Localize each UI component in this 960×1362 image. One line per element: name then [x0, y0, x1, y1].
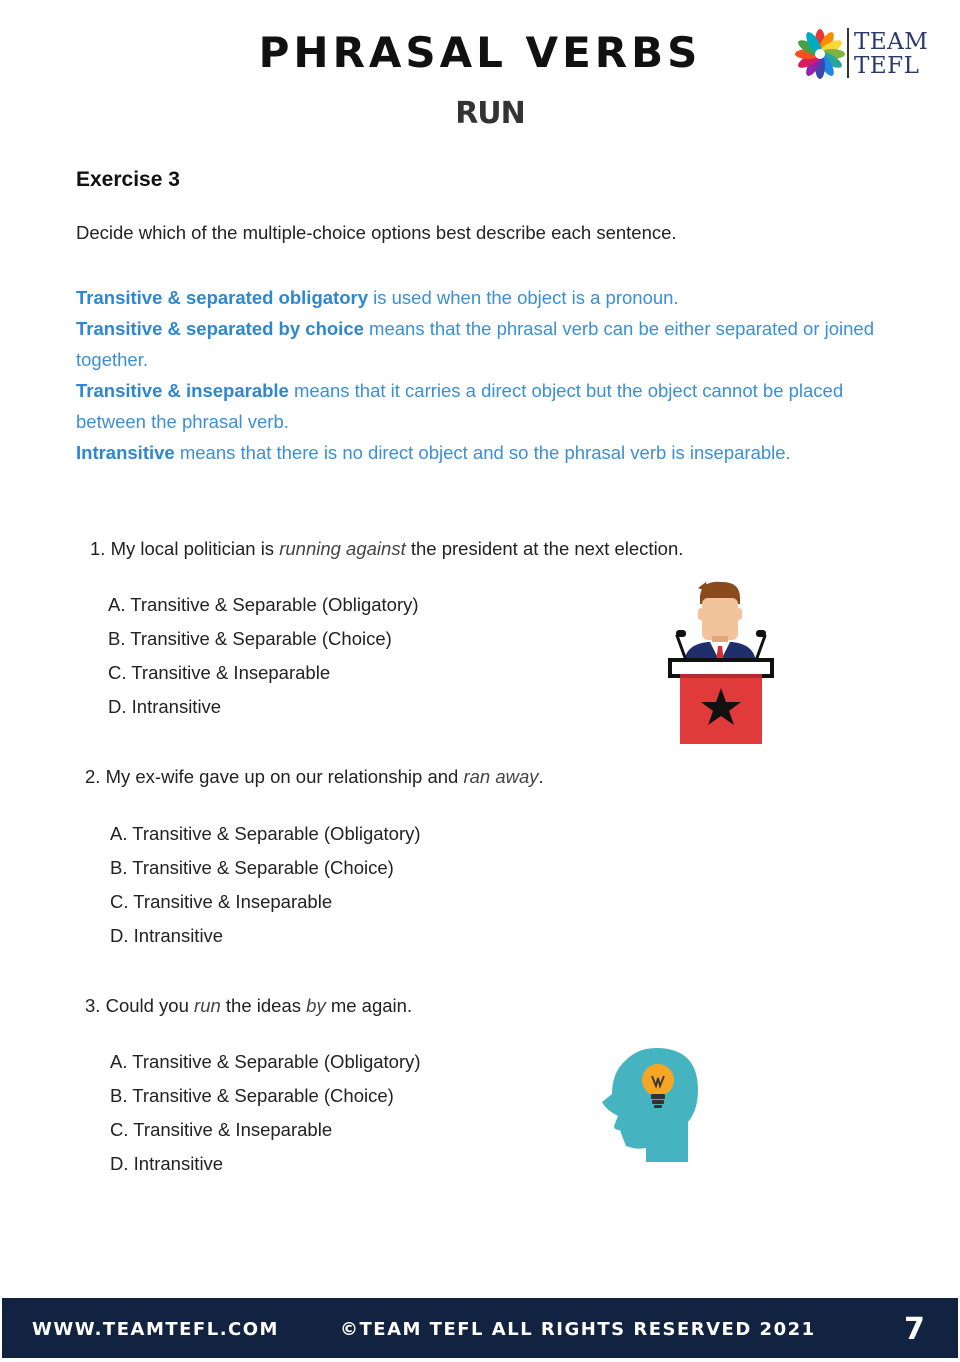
question-text: .	[538, 766, 544, 787]
option-a[interactable]: A. Transitive & Separable (Obligatory)	[110, 823, 421, 844]
option-d[interactable]: D. Intransitive	[108, 696, 222, 717]
question-number: 3.	[85, 995, 101, 1016]
definition-text: means that it carries a direct object but the object cannot be placed between the phrasal verb.	[76, 380, 844, 432]
option-a[interactable]: A. Transitive & Separable (Obligatory)	[110, 1051, 421, 1072]
logo-text-team: TEAM	[854, 29, 929, 55]
head-with-lightbulb-icon	[600, 1046, 702, 1164]
team-tefl-logo	[794, 26, 939, 82]
question-3-options	[110, 1045, 421, 1181]
question-number: 1.	[90, 538, 106, 559]
definitions-block	[76, 282, 916, 468]
question-text: Could you	[100, 995, 195, 1016]
option-c[interactable]: C. Transitive & Inseparable	[110, 891, 333, 912]
page-title: PHRASAL VERBS	[258, 28, 702, 77]
definition-text: is used when the object is a pronoun.	[367, 287, 679, 308]
definition-item	[76, 437, 916, 468]
page-footer	[2, 1298, 958, 1358]
option-c[interactable]: C. Transitive & Inseparable	[108, 662, 331, 683]
phrasal-verb: running against	[279, 538, 406, 559]
definition-term: Transitive & separated by choice	[76, 318, 364, 339]
phrasal-particle: by	[306, 995, 326, 1016]
question-1	[90, 538, 683, 560]
definition-term: Intransitive	[76, 442, 175, 463]
question-3	[85, 995, 412, 1017]
exercise-heading: Exercise 3	[76, 168, 180, 191]
politician-at-podium-icon	[668, 578, 774, 746]
phrasal-verb: ran away	[463, 766, 539, 787]
definition-item	[76, 313, 916, 375]
exercise-instruction: Decide which of the multiple-choice options best describe each sentence.	[76, 222, 677, 243]
option-b[interactable]: B. Transitive & Separable (Choice)	[110, 857, 394, 878]
definition-term: Transitive & inseparable	[76, 380, 289, 401]
option-a[interactable]: A. Transitive & Separable (Obligatory)	[108, 594, 419, 615]
colorful-hands-flower-icon	[794, 26, 846, 82]
logo-text-tefl: TEFL	[854, 53, 920, 79]
footer-copyright: ©TEAM TEFL ALL RIGHTS RESERVED 2021	[340, 1319, 816, 1340]
option-d[interactable]: D. Intransitive	[110, 1153, 224, 1174]
question-text: me again.	[325, 995, 413, 1016]
question-2	[85, 766, 544, 788]
definition-term: Transitive & separated obligatory	[76, 287, 368, 308]
question-2-options	[110, 817, 421, 953]
option-b[interactable]: B. Transitive & Separable (Choice)	[108, 628, 392, 649]
question-text: the president at the next election.	[405, 538, 684, 559]
footer-url-link[interactable]: WWW.TEAMTEFL.COM	[32, 1319, 279, 1340]
definition-item	[76, 375, 916, 437]
definition-text: means that there is no direct object and so the phrasal verb is inseparable.	[174, 442, 791, 463]
option-c[interactable]: C. Transitive & Inseparable	[110, 1119, 333, 1140]
question-number: 2.	[85, 766, 101, 787]
page-number: 7	[904, 1312, 925, 1347]
question-1-options	[108, 588, 419, 724]
definition-item	[76, 282, 916, 313]
phrasal-verb: run	[194, 995, 221, 1016]
page-subtitle: RUN	[455, 96, 525, 131]
question-text: the ideas	[220, 995, 307, 1016]
question-text: My ex-wife gave up on our relationship and	[100, 766, 464, 787]
option-d[interactable]: D. Intransitive	[110, 925, 224, 946]
definition-text: means that the phrasal verb can be either separated or joined together.	[76, 318, 875, 370]
question-text: My local politician is	[105, 538, 280, 559]
logo-divider	[847, 28, 849, 78]
option-b[interactable]: B. Transitive & Separable (Choice)	[110, 1085, 394, 1106]
